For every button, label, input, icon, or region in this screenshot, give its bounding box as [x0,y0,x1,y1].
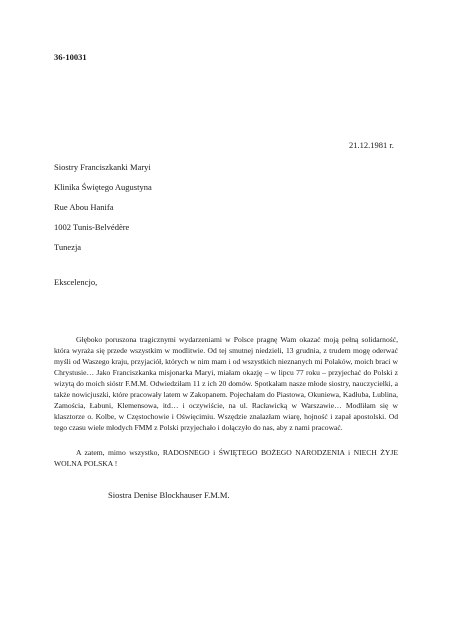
letter-date: 21.12.1981 r. [349,140,394,150]
address-line: 1002 Tunis-Belvédère [54,222,130,232]
salutation: Ekscelencjo, [54,277,98,287]
address-line: Tunezja [54,242,82,252]
address-line: Rue Abou Hanifa [54,202,114,212]
address-line: Klinika Świętego Augustyna [54,182,152,192]
document-id: 36-10031 [54,52,87,62]
signature: Siostra Denise Blockhauser F.M.M. [108,490,230,500]
body-paragraph: A zatem, mimo wszystko, RADOSNEGO i ŚWIĘTEGO BOŻEGO NARODZENIA i NIECH ŻYJE WOLNA POLSKA ! [54,448,398,468]
address-line: Siostry Franciszkanki Maryi [54,162,151,172]
recipient-address [54,157,152,257]
body-paragraph: Głęboko poruszona tragicznymi wydarzeniami w Polsce pragnę Wam okazać moją pełną solidarność, która wyraża się przede wszystkim w modlitwie. Od tej smutnej niedzieli, 13 grudnia, z trudem mogę oderwać myśli od Waszego kraju, przyjaciół, których w nim mam i od wszystkich nieznanych mi Polaków, moich braci w Chrystusie… Jako Franciszkanka misjonarka Maryi, miałam okazję – w lipcu 77 roku – przyjechać do Polski z wizytą do moich sióstr F.M.M. Odwiedziłam 11 z ich 20 domów. Spotkałam nasze młode siostry, nauczycielki, a także nowicjuszki, które pracowały latem w Zakopanem. Pojechałam do Piastowa, Okuniewa, Kadłuba, Lublina, Zamościa, Łabuni, Klemensowa, itd… i oczywiście, na ul. Racławicką w Warszawie… Modliłam się w klasztorze o. Kolbe, w Częstochowie i Oświęcimiu. Wszędzie znalazłam wiarę, hojność i zapał apostolski. Od tego czasu wiele młodych FMM z Polski przyjechało i dołączyło do nas, aby z nami pracować. [54,335,398,432]
